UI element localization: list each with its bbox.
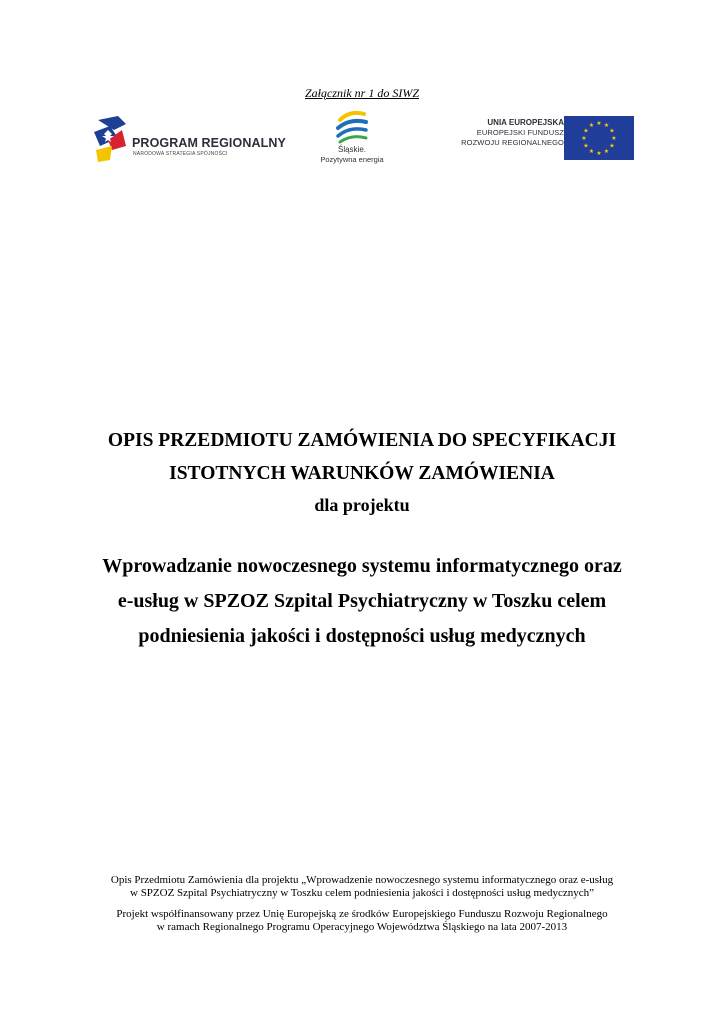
- svg-text:★: ★: [611, 135, 617, 142]
- project-line-1: Wprowadzanie nowoczesnego systemu informatycznego oraz: [102, 555, 622, 577]
- eu-flag-icon: [564, 116, 634, 160]
- program-regionalny-emblem-icon: [92, 116, 128, 166]
- eu-title: UNIA EUROPEJSKA: [487, 118, 564, 127]
- project-name: [40, 549, 684, 654]
- footer-line-3: Projekt współfinansowany przez Unię Europejską ze środków Europejskiego Funduszu Rozwoju Regionalnego: [116, 908, 608, 920]
- document-title: [40, 424, 684, 520]
- title-line-2: ISTOTNYCH WARUNKÓW ZAMÓWIENIA: [169, 463, 555, 484]
- eu-text: [461, 118, 564, 148]
- footer-spacer: [40, 900, 684, 908]
- slaskie-waves-icon: [334, 108, 370, 144]
- footer-line-2: w SPZOZ Szpital Psychiatryczny w Toszku celem podniesienia jakości i dostępności usług medycznych”: [130, 887, 594, 899]
- program-regionalny-title: PROGRAM REGIONALNY: [132, 136, 286, 150]
- eu-fund-line2: ROZWOJU REGIONALNEGO: [461, 138, 564, 147]
- svg-text:★: ★: [609, 127, 615, 135]
- footer-line-1: Opis Przedmiotu Zamówienia dla projektu „Wprowadzenie nowoczesnego systemu informatycznego oraz e-usług: [110, 874, 614, 886]
- title-line-3: dla projektu: [314, 495, 410, 515]
- slaskie-logo: [312, 108, 392, 168]
- logo-bar: [0, 108, 724, 168]
- annex-label: Załącznik nr 1 do SIWZ: [305, 86, 419, 100]
- slaskie-name: Śląskie.: [337, 145, 366, 154]
- program-regionalny-logo: [92, 116, 286, 166]
- footer: [40, 874, 684, 934]
- title-line-1: OPIS PRZEDMIOTU ZAMÓWIENIA DO SPECYFIKACJI: [107, 430, 617, 451]
- svg-text:★: ★: [603, 122, 610, 129]
- footer-line-4: w ramach Regionalnego Programu Operacyjnego Województwa Śląskiego na lata 2007-2013: [156, 921, 568, 933]
- svg-text:★: ★: [583, 142, 589, 150]
- eu-fund-line1: EUROPEJSKI FUNDUSZ: [476, 128, 564, 137]
- svg-text:★: ★: [583, 127, 589, 135]
- svg-text:★: ★: [596, 120, 602, 127]
- program-regionalny-subtitle: NARODOWA STRATEGIA SPÓJNOŚCI: [133, 151, 228, 157]
- svg-text:★: ★: [596, 150, 602, 157]
- svg-text:★: ★: [588, 148, 595, 155]
- svg-text:★: ★: [581, 135, 587, 142]
- project-line-2: e-usług w SPZOZ Szpital Psychiatryczny w Toszku celem: [117, 590, 607, 612]
- project-line-3: podniesienia jakości i dostępności usług medycznych: [138, 625, 586, 647]
- eu-logo: [432, 116, 642, 162]
- svg-text:★: ★: [603, 148, 610, 155]
- svg-text:★: ★: [588, 122, 595, 129]
- svg-text:★: ★: [609, 142, 615, 150]
- slaskie-slogan: Pozytywna energia: [320, 155, 384, 164]
